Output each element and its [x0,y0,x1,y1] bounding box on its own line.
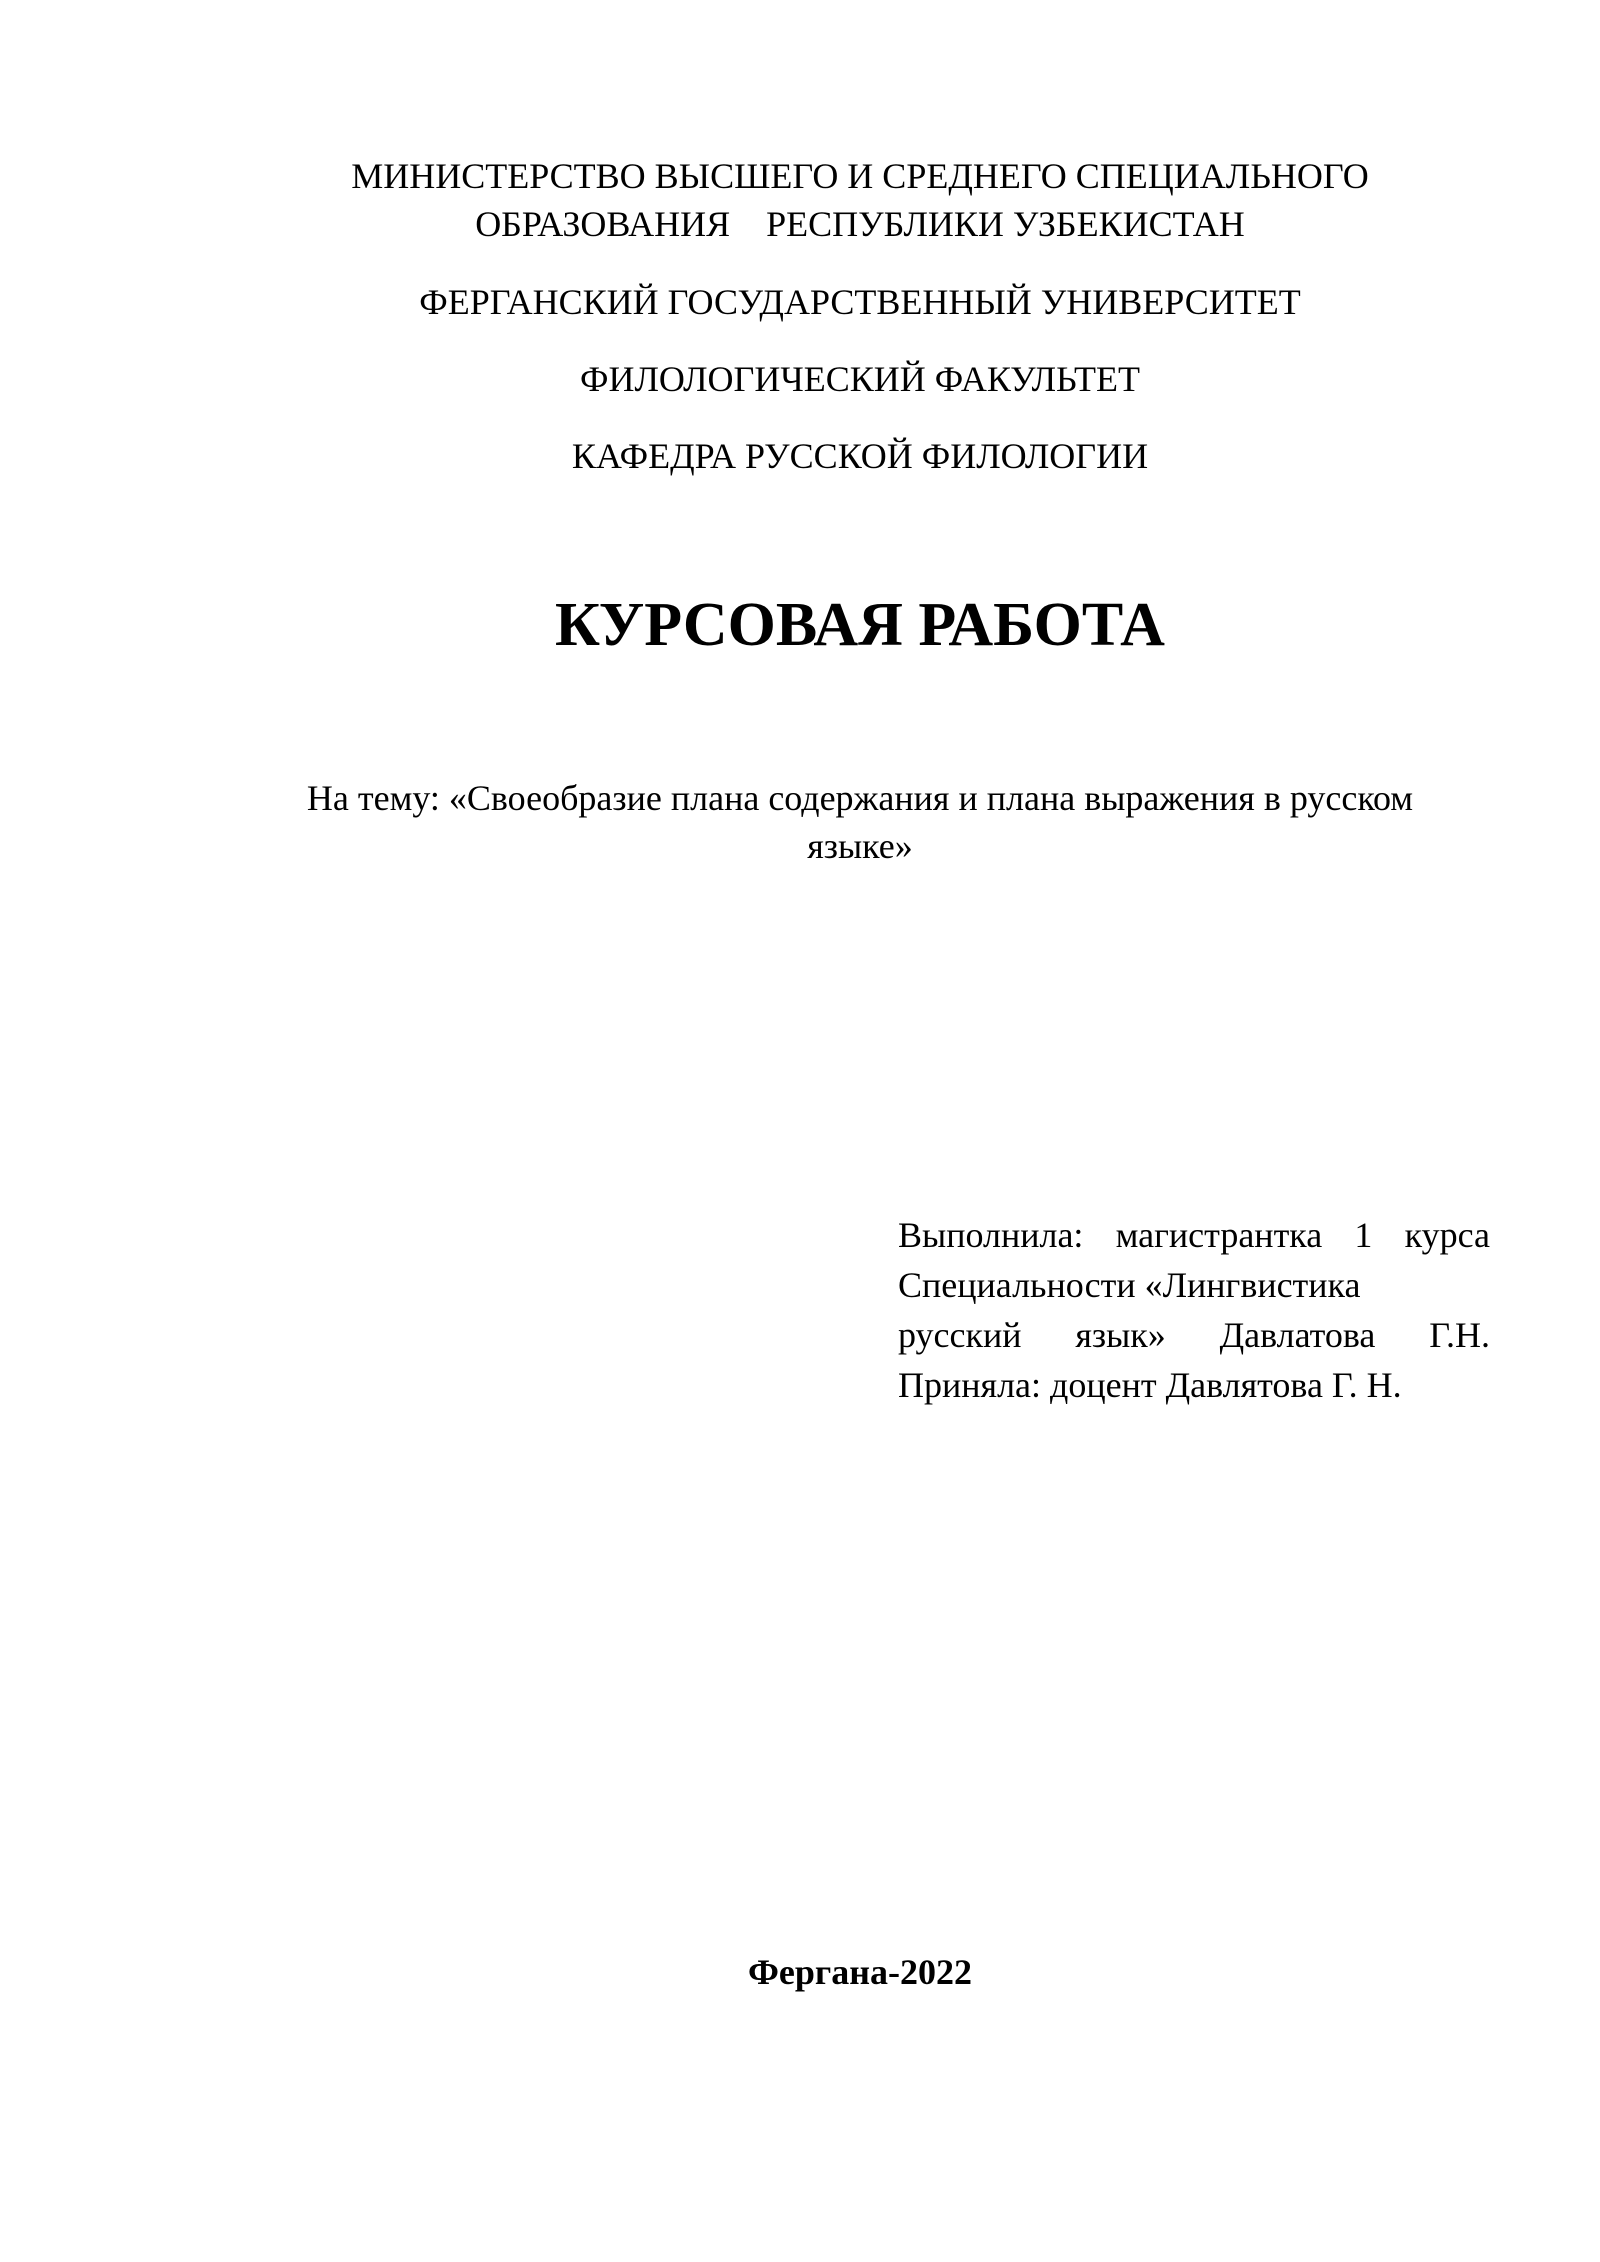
author-line-3-word: Давлатова [1219,1315,1376,1355]
topic-line-1: На тему: «Своеобразие плана содержания и плана выражения в русском [306,778,1414,818]
author-line-2: Специальности «Лингвистика [898,1265,1361,1305]
author-line-3-word: язык» [1075,1315,1166,1355]
author-block [898,1210,1490,1410]
author-line-1-word: курса [1404,1215,1490,1255]
author-line-3-word: Г.Н. [1429,1315,1490,1355]
city-year: Фергана-2022 [748,1952,972,1992]
author-line-3 [898,1310,1490,1360]
author-line-3-word: русский [898,1315,1022,1355]
topic-text [260,774,1460,870]
author-line-1-word: 1 [1354,1215,1373,1255]
faculty-name: ФИЛОЛОГИЧЕСКИЙ ФАКУЛЬТЕТ [580,359,1140,399]
document-title: КУРСОВАЯ РАБОТА [555,591,1165,659]
author-line-1-word: магистрантка [1115,1215,1323,1255]
topic-line-2: языке» [807,826,913,866]
ministry-line-2: ОБРАЗОВАНИЯ РЕСПУБЛИКИ УЗБЕКИСТАН [475,204,1245,244]
author-line-1-word: Выполнила: [898,1215,1084,1255]
ministry-line-1: МИНИСТЕРСТВО ВЫСШЕГО И СРЕДНЕГО СПЕЦИАЛЬНОГО [351,156,1369,196]
author-line-4: Приняла: доцент Давлятова Г. Н. [898,1365,1402,1405]
ministry-heading [240,152,1480,248]
department-name: КАФЕДРА РУССКОЙ ФИЛОЛОГИИ [571,436,1149,476]
university-name: ФЕРГАНСКИЙ ГОСУДАРСТВЕННЫЙ УНИВЕРСИТЕТ [419,282,1301,322]
author-line-1 [898,1210,1490,1260]
